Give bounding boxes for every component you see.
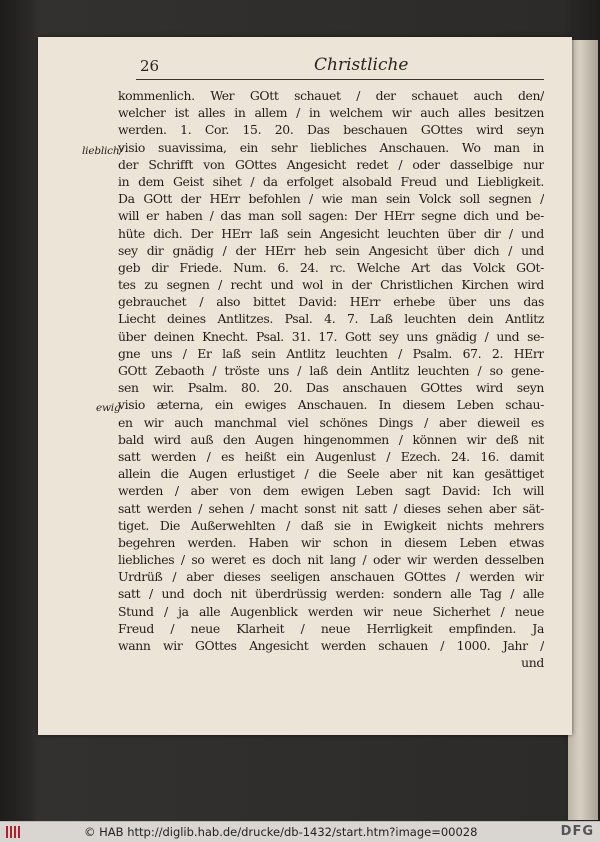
body-text xyxy=(118,87,544,671)
text-line: wann wir GOttes Angesicht werden schauen / 1000. Jahr / xyxy=(118,638,544,653)
text-line: der Schrifft von GOttes Angesicht redet / oder dasselbige nur xyxy=(118,156,544,172)
text-line: Liecht deines Antlitzes. Psal. 4. 7. Laß leuchten dein Antlitz xyxy=(118,311,544,327)
text-line: Stund / ja alle Augenblick werden wir neue Sicherhet / neue xyxy=(118,603,544,619)
text-line: Freud / neue Klarheit / neue Herrligkeit empfinden. Ja xyxy=(118,620,544,636)
text-line: satt / und doch nit überdrüssig werden: sondern alle Tag / alle xyxy=(118,586,544,602)
text-line: allein die Augen erlustiget / die Seele aber nit kan gesättiget xyxy=(118,466,544,482)
text-line: Da GOtt der HErr befohlen / wie man sein Volck soll segnen / xyxy=(118,191,544,207)
text-line: hüte dich. Der HErr laß sein Angesicht leuchten über dir / und xyxy=(118,225,544,241)
margin-note-ewig: ewig xyxy=(96,402,121,414)
text-line: über deinen Knecht. Psal. 31. 17. Gott sey uns gnädig / und se- xyxy=(118,328,544,344)
text-line: sen wir. Psalm. 80. 20. Das anschauen GOttes wird seyn xyxy=(118,380,544,396)
page-number: 26 xyxy=(140,57,160,75)
text-line: geb dir Friede. Num. 6. 24. rc. Welche Art das Volck GOt- xyxy=(118,259,544,275)
text-line: bald wird auß den Augen hingenommen / können wir deß nit xyxy=(118,431,544,447)
facing-page-edge xyxy=(568,40,598,820)
text-line: GOtt Zebaoth / tröste uns / laß dein Antlitz leuchten / so gene- xyxy=(118,363,544,378)
text-line: gebrauchet / also bittet David: HErr erhebe über uns das xyxy=(118,294,544,310)
text-line: en wir auch manchmal viel schönes Dings / aber dieweil es xyxy=(118,414,544,430)
text-line: welcher ist alles in allem / in welchem wir auch alles besitzen xyxy=(118,105,544,121)
text-line: werden / aber von dem ewigen Leben sagt David: Ich will xyxy=(118,483,544,499)
dfg-logo: DFG xyxy=(560,824,594,839)
source-link[interactable]: © HAB http://diglib.hab.de/drucke/db-1432/start.htm?image=00028 xyxy=(84,825,478,839)
text-line: sey dir gnädig / der HErr heb sein Angesicht über dich / und xyxy=(118,242,544,258)
text-line: visio æterna, ein ewiges Anschauen. In diesem Leben schau- xyxy=(118,397,544,413)
text-line: gne uns / Er laß sein Antlitz leuchten / Psalm. 67. 2. HErr xyxy=(118,345,544,361)
text-line: werden. 1. Cor. 15. 20. Das beschauen GOttes wird seyn xyxy=(118,122,544,138)
viewer-footer xyxy=(0,821,600,842)
text-line: tes zu segnen / recht und wol in der Christlichen Kirchen wird xyxy=(118,277,544,293)
text-line: begehren werden. Haben wir schon in diesem Leben etwas xyxy=(118,534,544,550)
header-rule xyxy=(136,79,544,80)
text-line: in dem Geist sihet / da erfolget alsobald Freud und Liebligkeit. xyxy=(118,173,544,189)
text-line: satt werden / sehen / macht sonst nit satt / dieses sehen aber sät- xyxy=(118,500,544,516)
text-line: satt werden / es heißt ein Augenlust / Ezech. 24. 16. damit xyxy=(118,448,544,464)
margin-note-lieblich: lieblich/ xyxy=(82,145,123,157)
running-title: Christliche xyxy=(314,55,409,75)
text-line: tiget. Die Außerwehlten / daß sie in Ewigkeit nichts mehrers xyxy=(118,517,544,533)
text-line: visio suavissima, ein sehr liebliches Anschauen. Wo man in xyxy=(118,139,544,155)
catchword: und xyxy=(521,655,544,671)
text-line: Urdrüß / aber dieses seeligen anschauen GOttes / werden wir xyxy=(118,569,544,585)
book-page xyxy=(38,37,572,735)
text-line: liebliches / so weret es doch nit lang / oder wir werden desselben xyxy=(118,552,544,568)
text-line: will er haben / das man soll sagen: Der HErr segne dich und be- xyxy=(118,208,544,224)
text-line: kommenlich. Wer GOtt schauet / der schauet auch den/ xyxy=(118,88,544,103)
library-logo-icon xyxy=(6,826,22,838)
